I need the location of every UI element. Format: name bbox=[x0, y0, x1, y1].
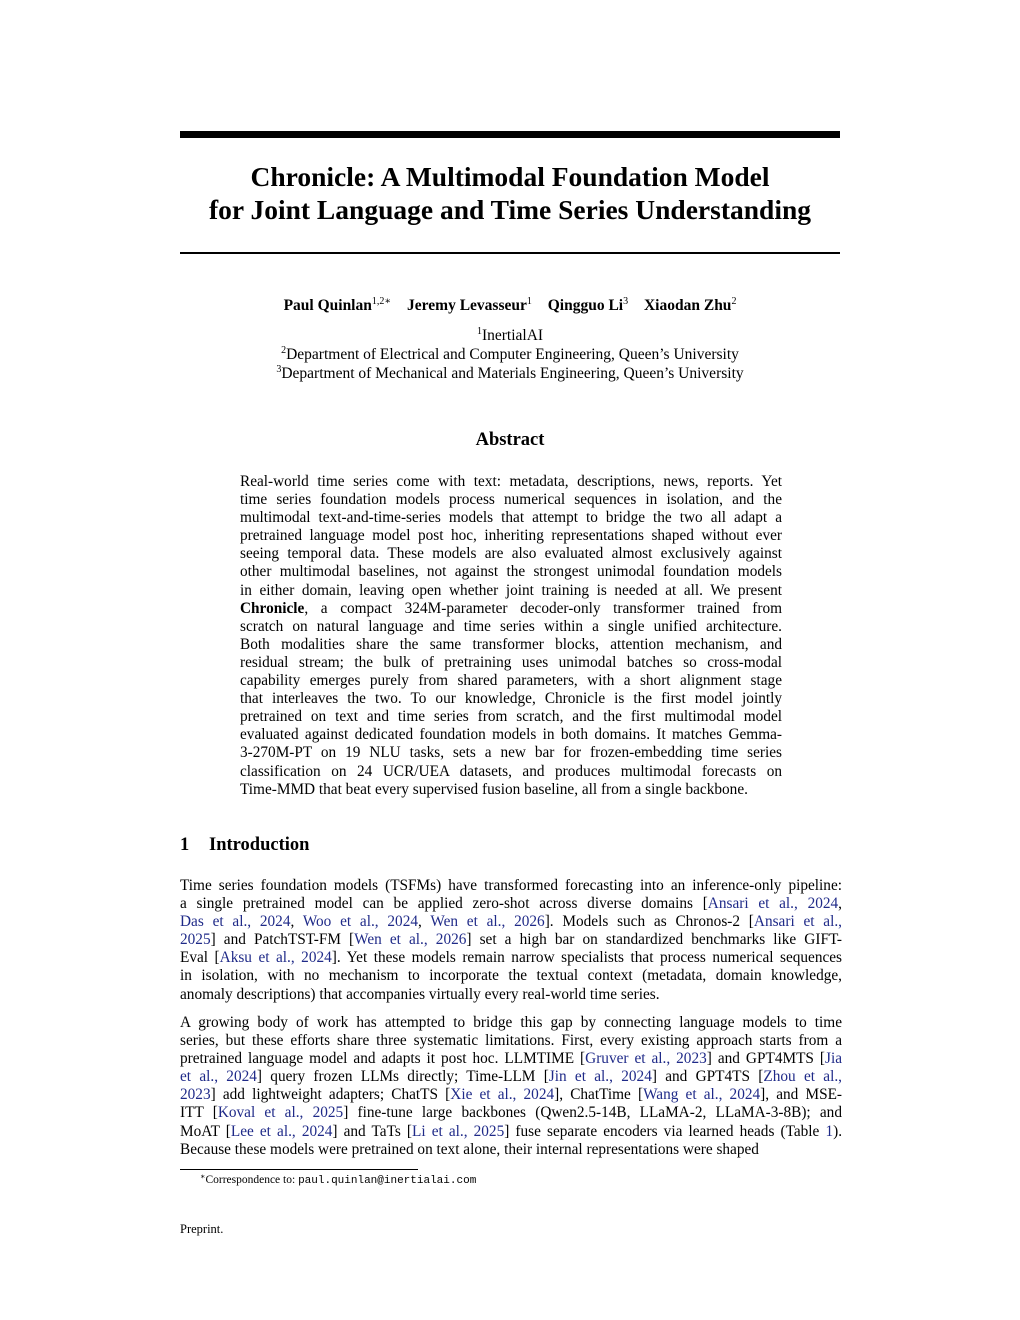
section-number: 1 bbox=[180, 835, 190, 855]
text-line: 2025] and PatchTST-FM [Wen et al., 2026] set a high bar on standardized benchmarks like GIFT- bbox=[180, 931, 842, 949]
citation-link[interactable]: Jia bbox=[825, 1050, 842, 1068]
author-4: Xiaodan Zhu$^2$ bbox=[643, 296, 737, 314]
citation-link[interactable]: Jin et al., 2024 bbox=[548, 1068, 652, 1086]
text-line: Das et al., 2024, Woo et al., 2024, Wen et al., 2026]. Models such as Chronos-2 [Ansari et al., bbox=[180, 913, 842, 931]
text-line: ITT [Koval et al., 2025] fine-tune large backbones (Qwen2.5-14B, LLaMA-2, LLaMA-3-8B); and bbox=[180, 1104, 842, 1122]
abstract-body bbox=[240, 473, 782, 799]
abstract-line: capability emerges purely from shared parameters, with a short alignment stage bbox=[240, 672, 782, 690]
text-line: Time series foundation models (TSFMs) have transformed forecasting into an inference-only pipeline: bbox=[180, 877, 842, 894]
citation-link[interactable]: Das et al., 2024 bbox=[180, 913, 291, 931]
model-name-bold: Chronicle bbox=[240, 599, 305, 617]
author-2: Jeremy Levasseur$^1$ bbox=[407, 296, 532, 314]
abstract-line: pretrained on text and time series from scratch, and the first multimodal model bbox=[240, 708, 782, 726]
abstract-line: multimodal text-and-time-series models that attempt to bridge the two all adapt a bbox=[240, 509, 782, 527]
affiliation-2: $^2$Department of Electrical and Computer Engineering, Queen’s University bbox=[281, 345, 739, 363]
text-line: series, but these efforts share three systematic limitations. First, every existing approach starts from a bbox=[180, 1032, 842, 1050]
title-line-2: for Joint Language and Time Series Understanding bbox=[208, 194, 812, 225]
abstract-line: 3-270M-PT on 19 NLU tasks, sets a new bar for frozen-embedding time series bbox=[240, 744, 782, 762]
text-line: anomaly descriptions) that accompanies virtually every real-world time series. bbox=[180, 985, 660, 1003]
citation-link[interactable]: Lee et al., 2024 bbox=[230, 1122, 333, 1140]
text-line: et al., 2024] query frozen LLMs directly; Time-LLM [Jin et al., 2024] and GPT4TS [Zhou et al., bbox=[180, 1068, 842, 1086]
section-heading-introduction bbox=[180, 835, 309, 856]
citation-link[interactable]: 1 bbox=[825, 1122, 834, 1140]
text-line: Eval [Aksu et al., 2024]. Yet these models remain narrow specialists that process numerical sequences bbox=[180, 949, 843, 967]
text-line: in isolation, with no mechanism to incorporate the textual context (metadata, domain knowledge, bbox=[180, 967, 842, 985]
author-3: Qingguo Li$^3$ bbox=[547, 296, 629, 314]
preprint-label: Preprint. bbox=[180, 1222, 224, 1236]
intro-paragraph-1 bbox=[180, 877, 842, 1004]
citation-link[interactable]: et al., 2024 bbox=[180, 1068, 257, 1086]
text-line: a single pretrained model can be applied zero-shot across diverse domains [Ansari et al., 2024, bbox=[180, 895, 842, 913]
text-line: pretrained language model and adapts it post hoc. LLMTIME [Gruver et al., 2023] and GPT4MTS [Jia bbox=[180, 1050, 842, 1068]
citation-link[interactable]: Koval et al., 2025 bbox=[217, 1104, 344, 1122]
text-line: Because these models were pretrained on text alone, their internal representations were shaped bbox=[180, 1140, 759, 1158]
intro-paragraph-2 bbox=[180, 1014, 842, 1159]
abstract-line: classification on 24 UCR/UEA datasets, and produces multimodal forecasts on bbox=[240, 762, 782, 780]
citation-link[interactable]: Wen et al., 2026 bbox=[430, 913, 545, 931]
abstract-line: Both modalities share the same transformer blocks, attention mechanism, and bbox=[240, 635, 782, 653]
abstract-line: evaluated against dedicated foundation models in both domains. It matches Gemma- bbox=[240, 726, 782, 744]
citation-link[interactable]: Xie et al., 2024 bbox=[450, 1086, 555, 1104]
citation-link[interactable]: Ansari et al., bbox=[753, 913, 842, 931]
abstract-line: seeing temporal data. These models are also evaluated almost exclusively against bbox=[240, 545, 782, 563]
author-list bbox=[180, 297, 840, 315]
citation-link[interactable]: Ansari et al., 2024 bbox=[707, 895, 839, 913]
correspondence-email-link[interactable]: paul.quinlan@inertialai.com bbox=[298, 1175, 477, 1187]
title-line-1: Chronicle: A Multimodal Foundation Model bbox=[250, 161, 770, 192]
text-line: A growing body of work has attempted to bridge this gap by connecting language models to time bbox=[180, 1014, 842, 1031]
abstract-line: other multimodal baselines, not against the strongest unimodal foundation models bbox=[240, 563, 782, 581]
abstract-line: time series foundation models process numerical sequences in isolation, and the bbox=[240, 491, 782, 509]
abstract-line: Chronicle, a compact 324M-parameter decoder-only transformer trained from bbox=[240, 599, 782, 617]
abstract-line: pretrained language model post hoc, inheriting representations shaped without ever bbox=[240, 527, 782, 545]
affiliations bbox=[180, 326, 840, 383]
footnote-rule bbox=[180, 1169, 418, 1170]
paper-title bbox=[180, 160, 840, 226]
affiliation-3: $^3$Department of Mechanical and Materials Engineering, Queen’s University bbox=[276, 364, 744, 382]
abstract-line: that interleaves the two. To our knowledge, Chronicle is the first model jointly bbox=[240, 690, 782, 708]
text-line: 2023] add lightweight adapters; ChatTS [Xie et al., 2024], ChatTime [Wang et al., 2024], and MSE- bbox=[180, 1086, 843, 1104]
citation-link[interactable]: 2025 bbox=[180, 931, 211, 949]
citation-link[interactable]: Zhou et al., bbox=[763, 1068, 842, 1086]
abstract-line: residual stream; the bulk of pretraining uses unimodal batches so cross-modal bbox=[240, 653, 782, 671]
citation-link[interactable]: Wen et al., 2026 bbox=[354, 931, 467, 949]
citation-link[interactable]: 2023 bbox=[180, 1086, 211, 1104]
text-line: MoAT [Lee et al., 2024] and TaTs [Li et al., 2025] fuse separate encoders via learned heads (Table 1). bbox=[180, 1122, 843, 1140]
citation-link[interactable]: Aksu et al., 2024 bbox=[219, 949, 332, 967]
citation-link[interactable]: Gruver et al., 2023 bbox=[585, 1050, 707, 1068]
abstract-line: in either domain, leaving open whether joint training is needed at all. We present bbox=[240, 581, 782, 599]
section-title: Introduction bbox=[209, 835, 310, 855]
title-bottom-rule bbox=[180, 252, 840, 254]
title-top-rule bbox=[180, 131, 840, 138]
abstract-heading: Abstract bbox=[475, 430, 545, 450]
abstract-line: Time-MMD that beat every supervised fusion baseline, all from a single backbone. bbox=[240, 780, 748, 798]
affiliation-1: $^1$InertialAI bbox=[476, 326, 544, 344]
abstract-line: scratch on natural language and time series within a single unified architecture. bbox=[240, 617, 782, 635]
citation-link[interactable]: Li et al., 2025 bbox=[412, 1122, 505, 1140]
author-1: Paul Quinlan$^{1,2∗}$ bbox=[283, 296, 392, 314]
footnote: ∗Correspondence to: paul.quinlan@inertialai.com bbox=[200, 1172, 477, 1187]
abstract-line: Real-world time series come with text: metadata, descriptions, news, reports. Yet bbox=[240, 473, 782, 490]
citation-link[interactable]: Woo et al., 2024 bbox=[302, 913, 419, 931]
citation-link[interactable]: Wang et al., 2024 bbox=[643, 1086, 761, 1104]
